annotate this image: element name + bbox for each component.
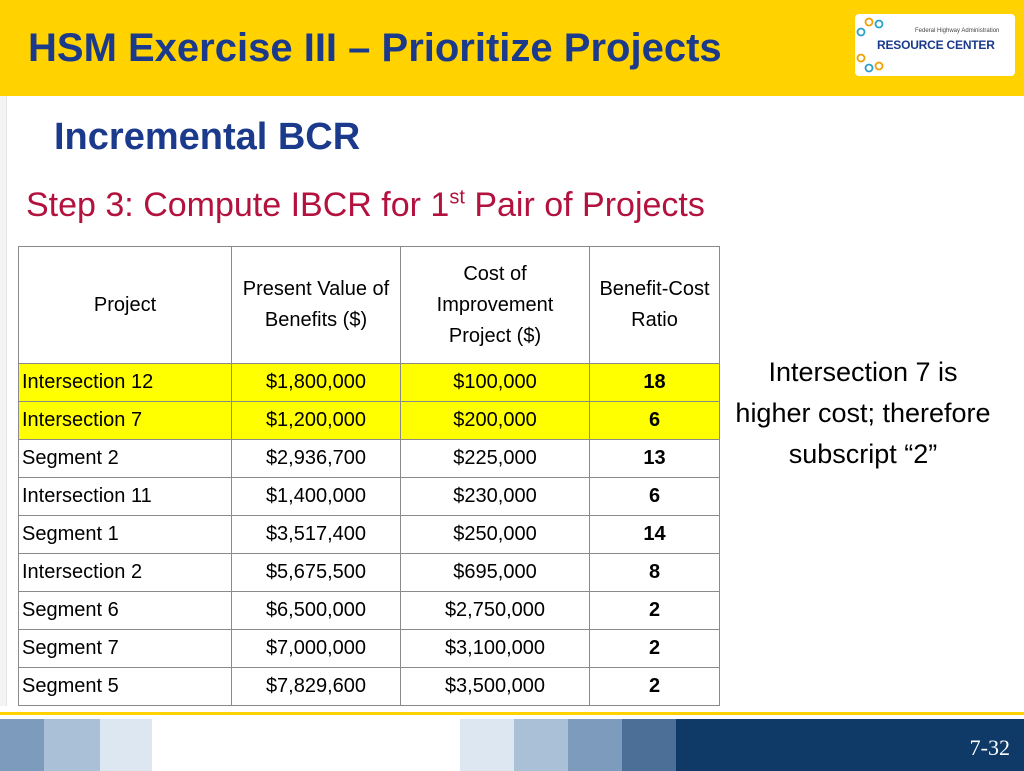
cell-benefits: $1,200,000 [232,402,401,440]
cell-project: Segment 7 [19,630,232,668]
header-bcr: Benefit-Cost Ratio [590,247,720,364]
cell-project: Intersection 12 [19,364,232,402]
footer-block [152,719,460,771]
table-row [19,516,720,554]
cell-project: Segment 1 [19,516,232,554]
footer-block [0,719,44,771]
cell-benefits: $7,000,000 [232,630,401,668]
footer-block [568,719,622,771]
cell-benefits: $7,829,600 [232,668,401,706]
section-heading: Incremental BCR [54,116,361,158]
cell-bcr: 2 [590,592,720,630]
cell-project: Segment 2 [19,440,232,478]
slide-title: HSM Exercise III – Prioritize Projects [28,26,722,70]
step-superscript: st [449,186,465,209]
cell-project: Intersection 7 [19,402,232,440]
cell-bcr: 14 [590,516,720,554]
cell-benefits: $3,517,400 [232,516,401,554]
cell-bcr: 2 [590,630,720,668]
step-heading [26,186,705,225]
cell-bcr: 6 [590,402,720,440]
header-benefits: Present Value of Benefits ($) [232,247,401,364]
footer-bar [0,712,1024,771]
table-row [19,364,720,402]
cell-benefits: $5,675,500 [232,554,401,592]
header-bar [0,0,1024,96]
logo-name-text: RESOURCE CENTER [877,38,995,52]
table-row [19,668,720,706]
cell-project: Segment 5 [19,668,232,706]
cell-project: Intersection 2 [19,554,232,592]
table-row [19,478,720,516]
cell-cost: $100,000 [401,364,590,402]
footer-block [622,719,676,771]
page-number: 7-32 [969,735,1010,760]
cell-cost: $230,000 [401,478,590,516]
cell-bcr: 2 [590,668,720,706]
cell-benefits: $1,400,000 [232,478,401,516]
projects-table [18,246,720,706]
footer-block [100,719,152,771]
cell-cost: $3,100,000 [401,630,590,668]
cell-benefits: $1,800,000 [232,364,401,402]
cell-bcr: 6 [590,478,720,516]
footer-block [514,719,568,771]
side-note: Intersection 7 is higher cost; therefore subscript “2” [735,357,991,469]
cell-project: Intersection 11 [19,478,232,516]
table-row [19,402,720,440]
table-row [19,440,720,478]
header-project: Project [19,247,232,364]
cell-benefits: $2,936,700 [232,440,401,478]
footer-block [676,719,1024,771]
cell-cost: $225,000 [401,440,590,478]
cell-project: Segment 6 [19,592,232,630]
table-header-row [19,247,720,364]
footer-block [460,719,514,771]
step-text-before: Step 3: Compute IBCR for 1 [26,186,450,224]
resource-center-logo [855,14,1015,76]
table-row [19,592,720,630]
logo-agency-text: Federal Highway Administration [915,28,1000,34]
header-cost: Cost of Improvement Project ($) [401,247,590,364]
cell-cost: $200,000 [401,402,590,440]
cell-bcr: 18 [590,364,720,402]
cell-cost: $695,000 [401,554,590,592]
table-row [19,630,720,668]
cell-benefits: $6,500,000 [232,592,401,630]
cell-bcr: 13 [590,440,720,478]
cell-cost: $2,750,000 [401,592,590,630]
table-row [19,554,720,592]
cell-cost: $250,000 [401,516,590,554]
footer-block [44,719,100,771]
step-text-after: Pair of Projects [464,186,705,224]
cell-cost: $3,500,000 [401,668,590,706]
cell-bcr: 8 [590,554,720,592]
left-margin-band [0,96,7,706]
